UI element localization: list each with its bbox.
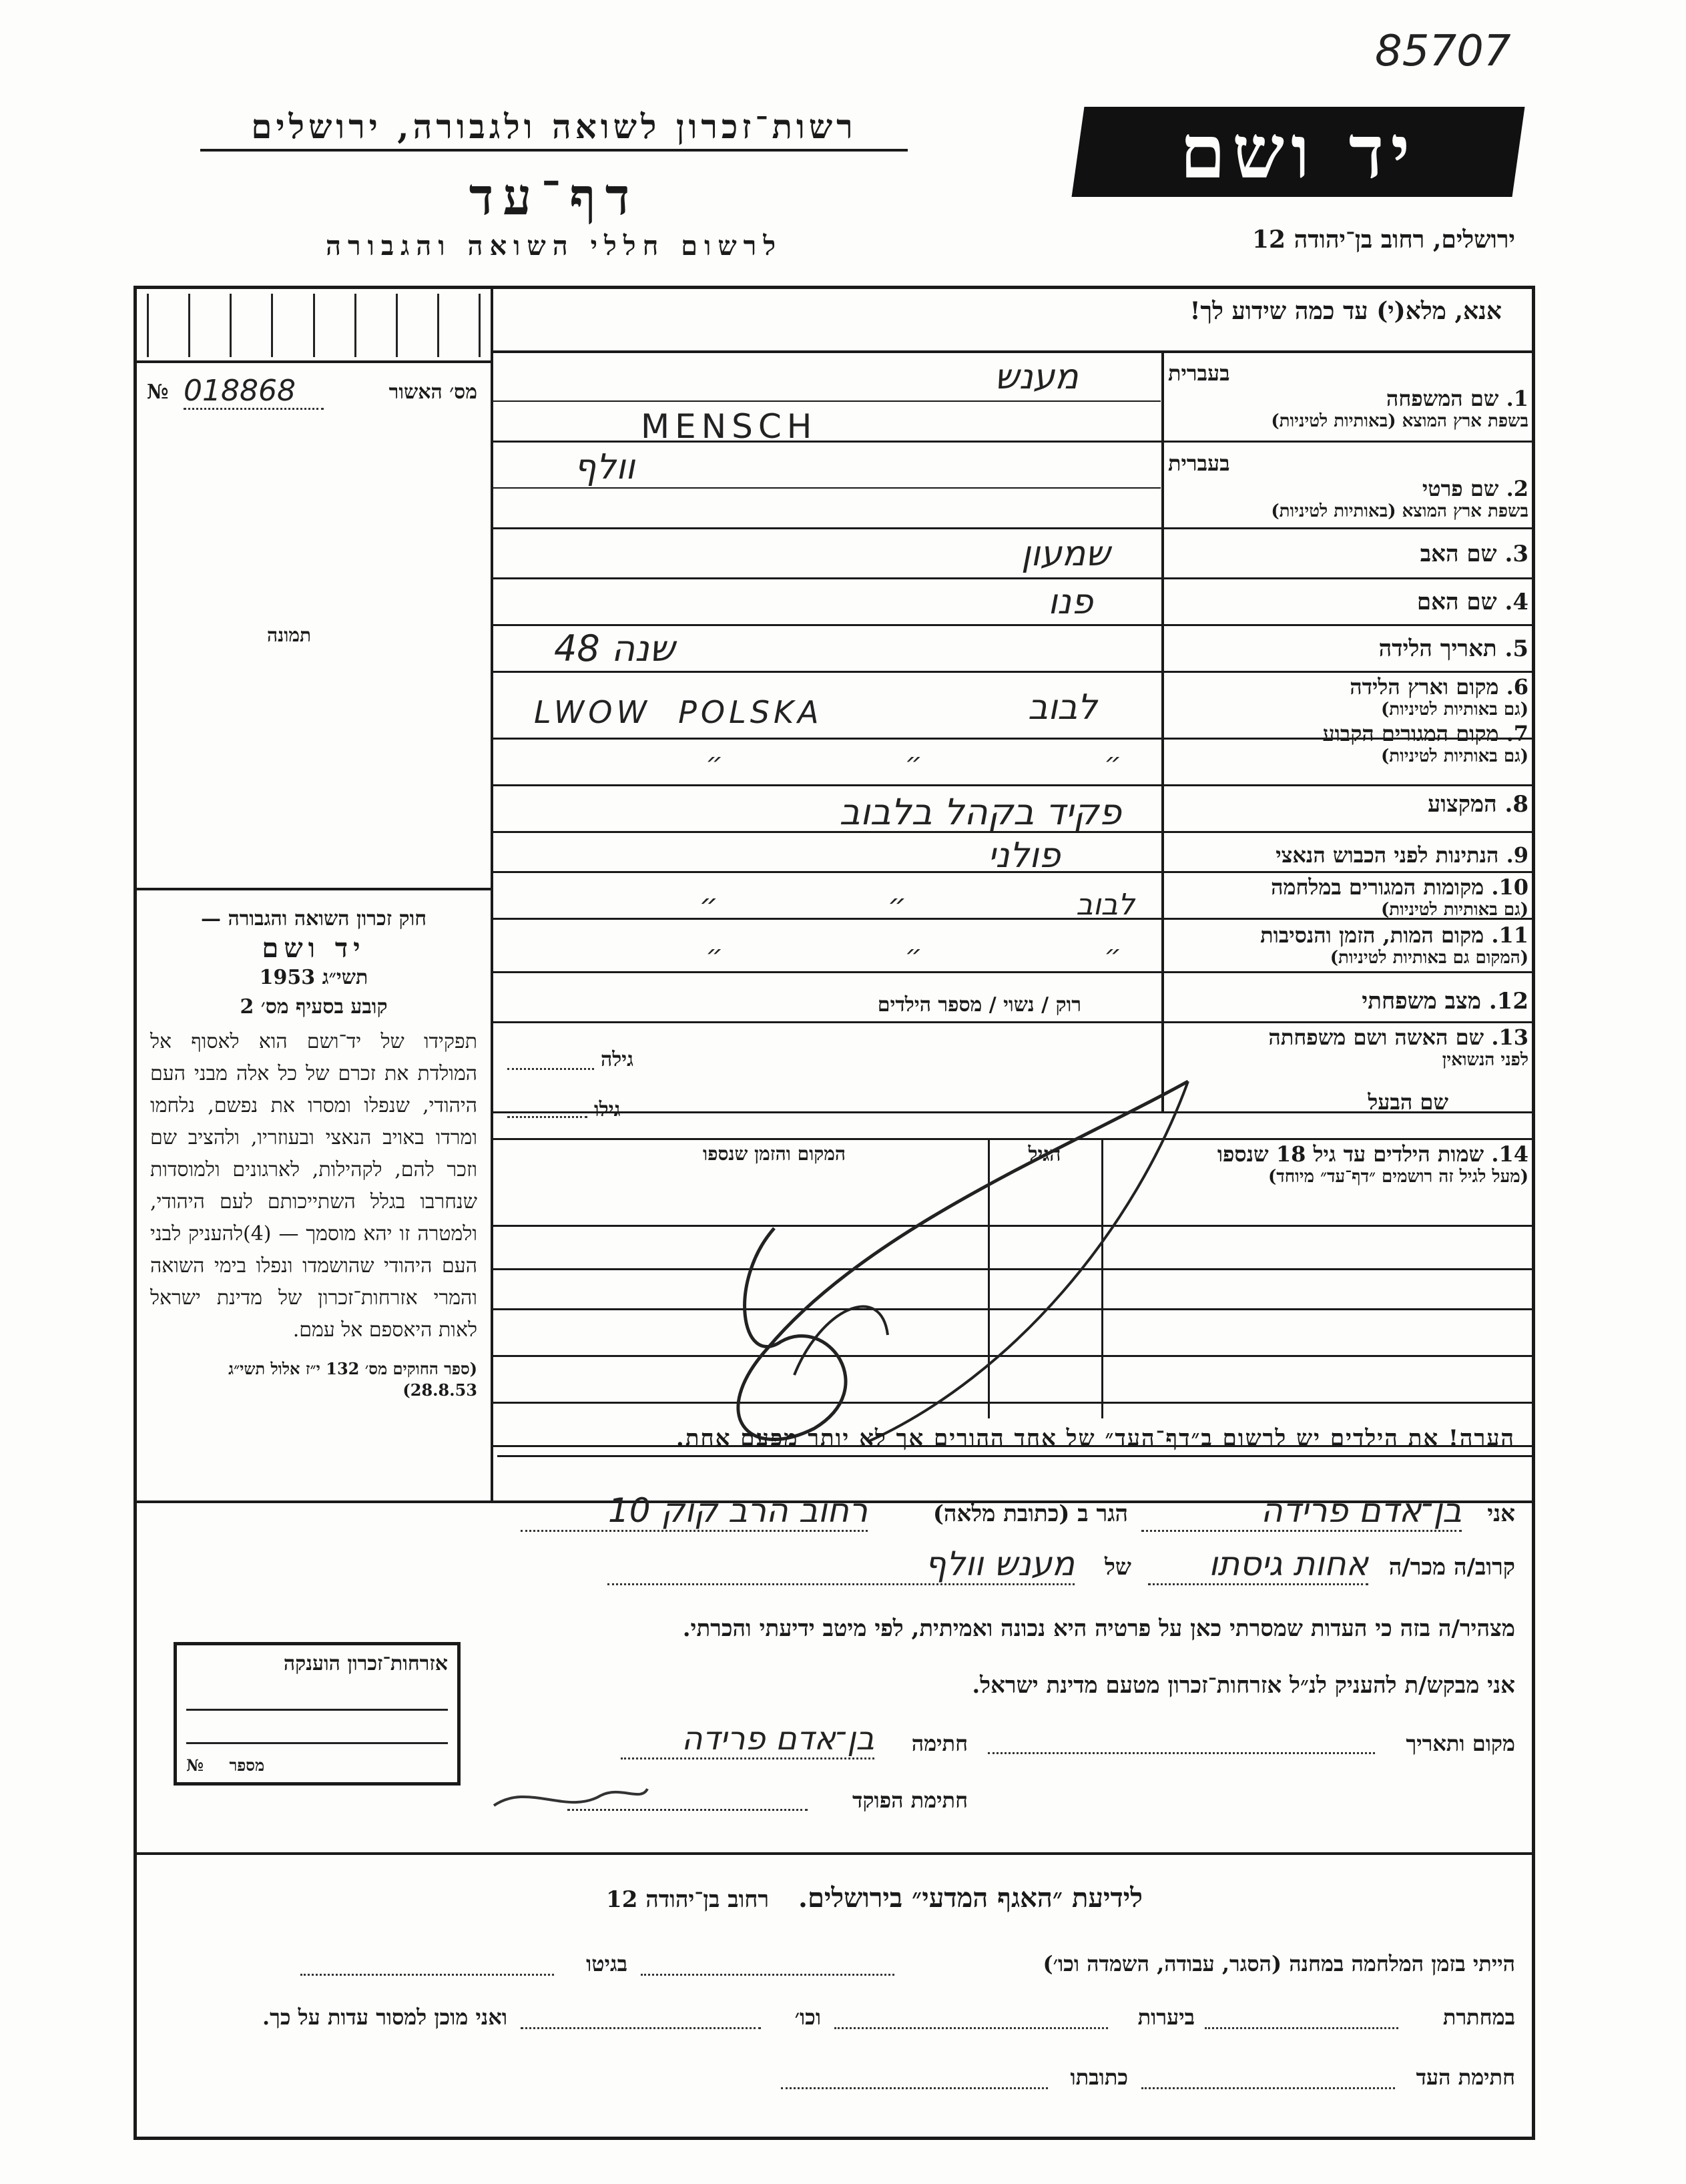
form-title: דף־עד [469,167,639,226]
field-9-title: הנתינות לפני הכבוש הנאצי [1276,842,1499,868]
field-6-sub: (גם באותיות לטיניות) [1380,700,1528,720]
tick-boxes [147,294,481,357]
field-8-title: המקצוע [1427,791,1497,818]
law-year: תשי״ג 1953 [259,966,368,989]
field-8-label [1168,791,1528,818]
approval-number-row [144,374,484,414]
field-1-heb-tag: בעברית [1168,360,1230,386]
children-col-age: הגיל [1028,1143,1061,1166]
field-4-value: פנו [1048,582,1093,622]
field-2-num: 2. [1506,476,1528,501]
approval-number: 018868 [184,374,324,410]
field-13-sub: לפני הנשואין [1442,1050,1528,1070]
husband-label: שם הבעל [1368,1089,1448,1115]
archive-number: 85707 [1375,27,1511,76]
field-13-label [1168,1025,1528,1070]
field-8-num: 8. [1504,791,1528,818]
number-sign: № [147,380,169,404]
bottom-line-3 [154,2059,1515,2099]
bottom-witness-sig: חתימת העד [1416,2065,1515,2090]
field-6-value-heb: לבוב [1028,688,1097,728]
field-10-title: מקומות המגורים במלחמה [1271,874,1484,900]
bottom-forests: ביערות [1137,2004,1195,2030]
form-subtitle: לרשום חללי השואה והגבורה [325,230,783,262]
instruction: אנא, מלא(י) עד כמה שידוע לך! [1189,297,1502,325]
field-9-label [1168,842,1528,868]
decl-name: בן־אדם פרידה [1141,1491,1462,1532]
law-title: חוק זכרון השואה והגבורה — [201,907,427,930]
field-6-label [1168,674,1528,720]
decl-place-date: מקום ותאריך [1406,1731,1515,1756]
children-num: 14. [1491,1141,1528,1167]
decl-relation: אחות גיסתו [1148,1545,1368,1585]
law-clause: קובע בסעיף מס׳ 2 [240,995,388,1019]
declaration-line-1 [494,1491,1515,1535]
official-signature-scribble [487,1769,654,1822]
field-11-num: 11. [1491,922,1528,948]
field-9-value: פולני [988,836,1061,876]
field-13-title: שם האשה ושם משפחתה [1268,1025,1484,1050]
field-13-num: 13. [1491,1025,1528,1050]
logo-text: יד ושם [1179,109,1417,195]
field-11-label [1168,922,1528,968]
citizenship-prefix: № [186,1755,204,1775]
approval-label: מס׳ האשור [388,380,477,404]
field-3-title: שם האב [1420,541,1497,567]
field-6-value-latin: LWOW POLSKA [534,694,823,730]
bottom-ready: ואני מוכן למסור עדות על כך. [262,2004,507,2030]
field-2-label [1168,451,1528,521]
law-reference: (ספר החוקים מס׳ 132 י״ז אלול תשי״ג 28.8.53) [228,1359,477,1400]
field-7-sub: (גם באותיות לטיניות) [1380,746,1528,766]
field-12-value: רוק / נשוי / מספר הילדים [877,993,1081,1017]
decl-request: אני מבקש/ת להעניק לנ״ל אזרחות־זכרון מטעם מדינת ישראל. [972,1672,1515,1699]
field-4-label [1168,589,1528,615]
bottom-line-1 [154,1946,1515,1986]
law-body: תפקידו של יד־ושם הוא לאסוף אל המולדת את זכרם של כל אלה מבני העם היהודי, שנפלו ומסרו את נפשם, נלחמו ומרדו באויב הנאצי ובעוזריו, ולהציב שם וזכר להם, לקהילות, לארגונים ולמוסדות שנחרבו בגלל השתייכותם לעם היהודי, ולמטרה זו יהא מוסמך — (4)להעניק לבני העם היהודי שהושמדו ונפלו בימי השואה והמרי אזרחות־זכרון של מדינת ישראל לאות היאספם אל עמם. [150,1030,478,1342]
field-3-value: שמעון [1021,534,1111,574]
field-10-value: לבוב ״ ״ [699,888,1135,922]
bottom-title: לידיעת ״האגף המדעי״ בירושלים. [798,1882,1143,1914]
yad-vashem-logo [1072,107,1525,197]
bottom-ghetto: בגיטו [586,1951,627,1976]
decl-ani: אני [1487,1500,1515,1527]
field-10-label [1168,874,1528,920]
decl-signature: בן־אדם פרידה [621,1720,874,1759]
photo-label: תמונה [267,624,312,646]
citizenship-number-label: מספר [229,1755,265,1775]
husband-age-label: גילו [594,1098,621,1121]
field-2-heb-tag: בעברית [1168,451,1230,476]
decl-residing: הגר ב (כתובת מלאה) [932,1500,1128,1527]
field-5-value: 48 שנה [554,627,675,669]
field-11-sub: (המקום גם באותיות לטיניות) [1330,948,1528,968]
field-9-num: 9. [1506,842,1528,868]
field-5-title: תאריך הלידה [1378,635,1497,662]
field-2-sub: בשפת ארץ המוצא (באותיות לטיניות) [1271,501,1528,521]
decl-certify: מצהיר/ה בזה כי העדות שמסרתי כאן על פרטיה היא נכונה ואמיתית, לפי מיטב ידיעתי והכרתי. [682,1615,1515,1642]
field-6-num: 6. [1506,674,1528,700]
field-1-value-heb: מענש [995,357,1079,397]
field-3-label [1168,541,1528,567]
bottom-title-row [507,1882,1241,1914]
children-sub: (מעל לגיל זה רושמים ״דף־עד״ מיוחד) [1268,1167,1528,1187]
declaration-signature-row [494,1720,1515,1765]
field-4-num: 4. [1504,589,1528,615]
decl-of: של [1105,1554,1131,1581]
field-10-sub: (גם באותיות לטיניות) [1380,900,1528,920]
decl-address: רחוב הרב קוק 10 [521,1491,868,1532]
children-title: שמות הילדים עד גיל 18 שנספו [1217,1141,1484,1167]
field-1-title: שם המשפחה [1386,386,1499,411]
field-1-num: 1. [1506,386,1528,411]
decl-relative: קרוב/ה מכר/ה [1388,1554,1515,1581]
field-7-title: מקום המגורים הקבוע [1322,721,1499,746]
field-11-title: מקום המות, הזמן והנסיבות [1260,922,1484,948]
bottom-address: רחוב בן־יהודה 12 [606,1886,770,1913]
field-1-value-latin: MENSCH [641,407,818,446]
citizenship-title: אזרחות־זכרון הוענקה [283,1652,448,1675]
field-8-value: פקיד בקהל בלבוב [839,791,1121,833]
authority-name: רשות־זכרון לשואה ולגבורה, ירושלים [200,107,908,152]
field-3-num: 3. [1504,541,1528,567]
wife-age-label: גילה [601,1048,634,1071]
official-sig-label: חתימת הפוקד [852,1788,968,1813]
bottom-camp-text: הייתי בזמן המלחמה במחנה (הסגר, עבודה, השמדה וכו׳) [1043,1951,1515,1976]
field-5-label [1168,635,1528,662]
bottom-underground: במחתרת [1442,2004,1515,2030]
field-2-value-heb: וולף [574,447,635,487]
field-12-num: 12. [1488,988,1528,1015]
field-6-title: מקום וארץ הלידה [1350,674,1499,700]
decl-signature-label: חתימה [911,1731,968,1756]
field-12-label [1168,988,1528,1015]
field-4-title: שם האם [1416,589,1497,615]
field-7-label [1168,721,1528,766]
children-col-place: המקום והזמן שנספו [703,1143,846,1165]
law-name: יד ושם [262,932,366,964]
decl-of-name: מענש וולף [607,1545,1075,1585]
org-address: ירושלים, רחוב בן־יהודה 12 [1251,226,1515,254]
citizenship-box [174,1642,461,1786]
declaration-line-2 [494,1545,1515,1589]
field-1-sub: בשפת ארץ המוצא (באותיות לטיניות) [1271,411,1528,431]
bottom-line-2 [154,1999,1515,2039]
field-11-value: ״ ״ ״ [706,940,1121,971]
pen-scrawl [667,1028,1215,1475]
law-box [150,904,477,1401]
field-7-value: ״ ״ ״ [706,748,1121,778]
field-7-num: 7. [1506,721,1528,746]
bottom-address-label: כתובתו [1070,2065,1128,2090]
field-12-title: מצב משפחתי [1362,988,1481,1015]
field-1-label [1168,360,1528,431]
note: הערה! את הילדים יש לרשום ב״דף־העד״ של אחד ההורים אך לא יותר מפעם אחת. [675,1425,1515,1452]
field-2-title: שם פרטי [1422,476,1499,501]
field-10-num: 10. [1491,874,1528,900]
field-5-num: 5. [1504,635,1528,662]
bottom-etc: וכו׳ [794,2004,821,2030]
